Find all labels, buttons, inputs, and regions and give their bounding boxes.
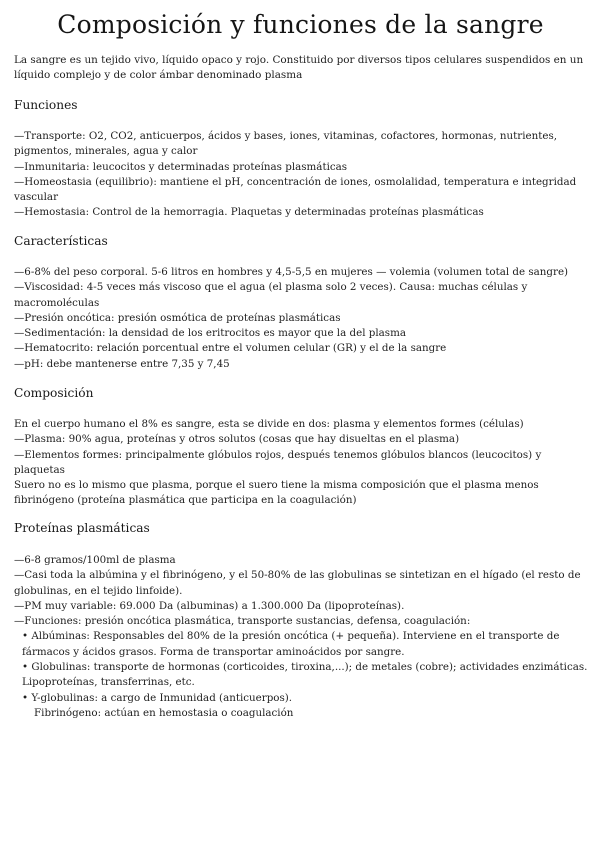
list-item: —Funciones: presión oncótica plasmática, transporte sustancias, defensa, coagulación: <box>14 615 471 628</box>
list-item: —pH: debe mantenerse entre 7,35 y 7,45 <box>14 357 230 370</box>
sub-list-item: • Globulinas: transporte de hormonas (corticoides, tiroxina,...); de metales (cobre); actividades enzimáticas. Lipoproteínas, transferrinas, etc. <box>22 661 588 689</box>
list-item: —Hemostasia: Control de la hemorragia. Plaquetas y determinadas proteínas plasmáticas <box>14 206 484 219</box>
list-item: —Elementos formes: principalmente glóbulos rojos, después tenemos glóbulos blancos (leucocitos) y plaquetas <box>14 448 542 476</box>
list-item: Suero no es lo mismo que plasma, porque el suero tiene la misma composición que el plasma menos fibrinógeno (proteína plasmática que participa en la coagulación) <box>14 479 539 507</box>
list-item: —PM muy variable: 69.000 Da (albuminas) a 1.300.000 Da (lipoproteínas). <box>14 599 405 612</box>
list-item: En el cuerpo humano el 8% es sangre, esta se divide en dos: plasma y elementos formes (células) <box>14 418 524 430</box>
list-item: —Transporte: O2, CO2, anticuerpos, ácidos y bases, iones, vitaminas, cofactores, hormonas, nutrientes, pigmentos, minerales, agua y calor <box>14 130 558 158</box>
list-item: —6-8 gramos/100ml de plasma <box>14 554 176 566</box>
funciones-list <box>14 129 590 221</box>
list-item: —Homeostasia (equilibrio): mantiene el pH, concentración de iones, osmolalidad, temperatura e integridad vascular <box>14 175 577 204</box>
list-item: —6-8% del peso corporal. 5-6 litros en hombres y 4,5-5,5 en mujeres — volemia (volumen total de sangre) <box>14 266 569 278</box>
caracteristicas-list <box>14 265 590 372</box>
list-item: —Viscosidad: 4-5 veces más viscoso que el agua (el plasma solo 2 veces). Causa: muchas células y macromoléculas <box>14 281 528 309</box>
section-heading-composicion: Composición <box>14 386 94 400</box>
intro-paragraph: La sangre es un tejido vivo, líquido opaco y rojo. Constituido por diversos tipos celulares suspendidos en un líquido complejo y de color ámbar denominado plasma <box>14 54 584 81</box>
section-heading-caracteristicas: Características <box>14 234 108 248</box>
list-item: —Sedimentación: la densidad de los eritrocitos es mayor que la del plasma <box>14 327 406 340</box>
page-title: Composición y funciones de la sangre <box>57 10 544 39</box>
list-item: —Casi toda la albúmina y el fibrinógeno, y el 50-80% de las globulinas se sintetizan en el hígado (el resto de globulinas, en el tejido linfoide). <box>14 569 581 597</box>
list-item: —Inmunitaria: leucocitos y determinadas proteínas plasmáticas <box>14 160 348 173</box>
sub-list-item: • Albúminas: Responsables del 80% de la presión oncótica (+ pequeña). Interviene en el transporte de fármacos y ácidos grasos. Forma de transportar aminoácidos por sangre. <box>22 630 560 658</box>
section-heading-proteinas: Proteínas plasmáticas <box>14 521 150 535</box>
section-heading-funciones: Funciones <box>14 98 78 112</box>
list-item: —Plasma: 90% agua, proteínas y otros solutos (cosas que hay disueltas en el plasma) <box>14 433 460 446</box>
list-item: —Presión oncótica: presión osmótica de proteínas plasmáticas <box>14 311 341 324</box>
composicion-list <box>14 417 590 509</box>
proteinas-list <box>14 553 590 721</box>
sub-list-item: Fibrinógeno: actúan en hemostasia o coagulación <box>34 706 294 719</box>
sub-list-item: • Y-globulinas: a cargo de Inmunidad (anticuerpos). <box>22 691 293 704</box>
list-item: —Hematocrito: relación porcentual entre el volumen celular (GR) y el de la sangre <box>14 342 447 355</box>
